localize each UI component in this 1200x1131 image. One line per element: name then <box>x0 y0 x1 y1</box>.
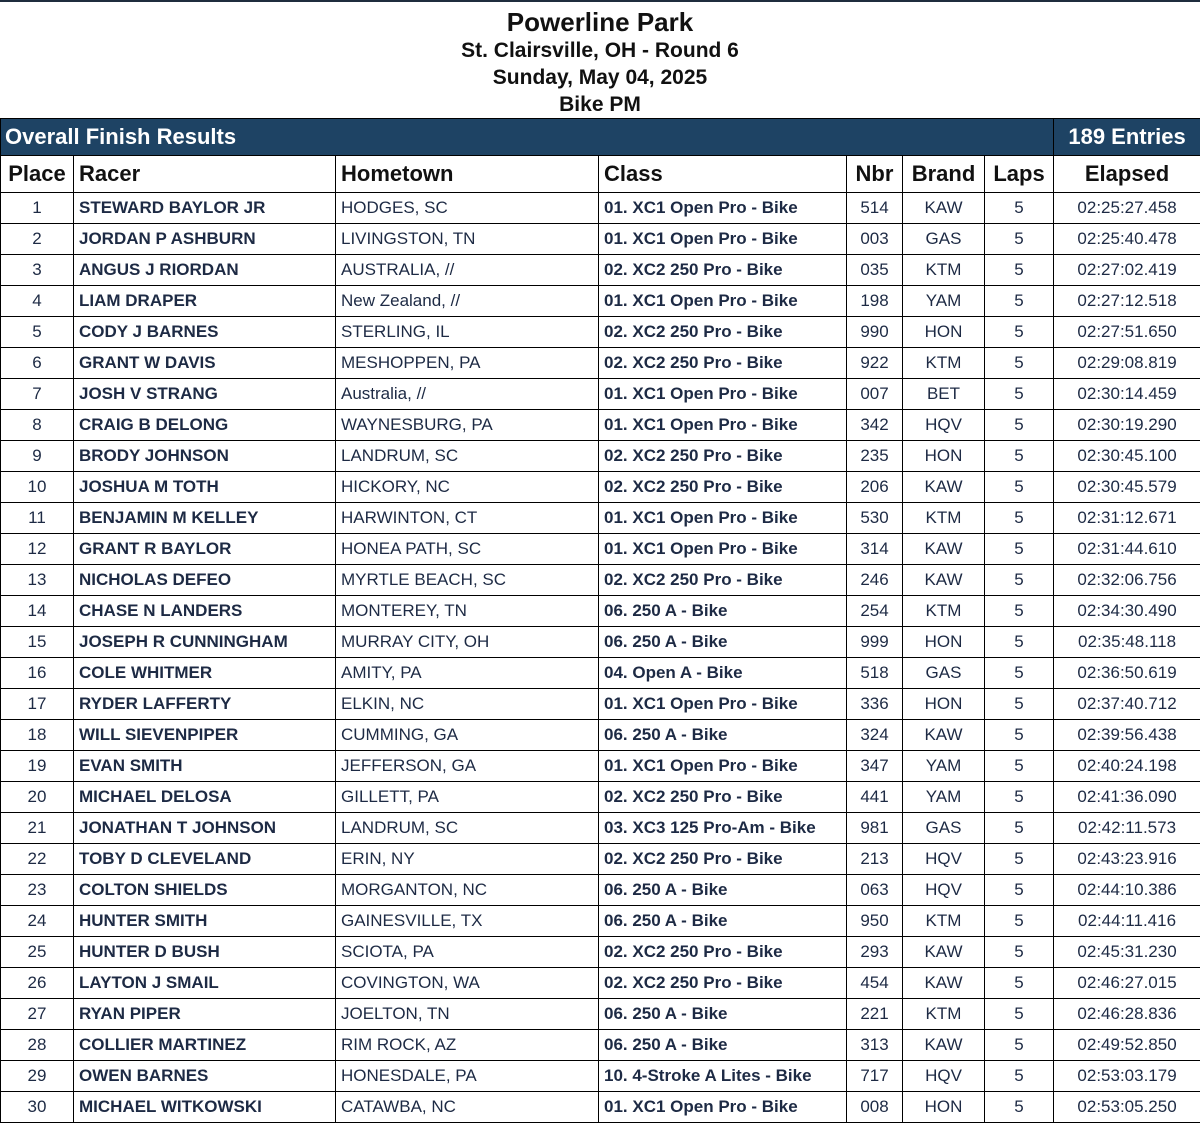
place-cell: 22 <box>1 844 74 875</box>
hometown-cell: HARWINTON, CT <box>336 503 599 534</box>
laps-cell: 5 <box>985 255 1054 286</box>
place-cell: 13 <box>1 565 74 596</box>
number-cell: 530 <box>847 503 903 534</box>
hometown-cell: JEFFERSON, GA <box>336 751 599 782</box>
laps-cell: 5 <box>985 565 1054 596</box>
brand-cell: KTM <box>903 596 985 627</box>
laps-cell: 5 <box>985 441 1054 472</box>
brand-cell: KTM <box>903 348 985 379</box>
class-cell: 04. Open A - Bike <box>599 658 847 689</box>
class-cell: 06. 250 A - Bike <box>599 875 847 906</box>
class-cell: 01. XC1 Open Pro - Bike <box>599 193 847 224</box>
table-row <box>1 224 1200 255</box>
number-cell: 221 <box>847 999 903 1030</box>
racer-cell: BENJAMIN M KELLEY <box>74 503 336 534</box>
table-row <box>1 565 1200 596</box>
table-row <box>1 534 1200 565</box>
hometown-cell: LIVINGSTON, TN <box>336 224 599 255</box>
racer-cell: CRAIG B DELONG <box>74 410 336 441</box>
number-cell: 314 <box>847 534 903 565</box>
place-cell: 21 <box>1 813 74 844</box>
col-header-racer: Racer <box>74 156 336 193</box>
laps-cell: 5 <box>985 813 1054 844</box>
table-row <box>1 441 1200 472</box>
class-cell: 02. XC2 250 Pro - Bike <box>599 472 847 503</box>
laps-cell: 5 <box>985 317 1054 348</box>
laps-cell: 5 <box>985 937 1054 968</box>
number-cell: 518 <box>847 658 903 689</box>
place-cell: 14 <box>1 596 74 627</box>
elapsed-cell: 02:46:28.836 <box>1054 999 1200 1030</box>
racer-cell: WILL SIEVENPIPER <box>74 720 336 751</box>
laps-cell: 5 <box>985 1092 1054 1123</box>
number-cell: 514 <box>847 193 903 224</box>
brand-cell: KAW <box>903 565 985 596</box>
table-row <box>1 596 1200 627</box>
date-line: Sunday, May 04, 2025 <box>492 66 708 89</box>
class-cell: 02. XC2 250 Pro - Bike <box>599 255 847 286</box>
class-cell: 01. XC1 Open Pro - Bike <box>599 503 847 534</box>
brand-cell: KAW <box>903 193 985 224</box>
brand-cell: GAS <box>903 658 985 689</box>
brand-cell: KTM <box>903 503 985 534</box>
elapsed-cell: 02:34:30.490 <box>1054 596 1200 627</box>
place-cell: 29 <box>1 1061 74 1092</box>
hometown-cell: MONTEREY, TN <box>336 596 599 627</box>
elapsed-cell: 02:44:11.416 <box>1054 906 1200 937</box>
number-cell: 950 <box>847 906 903 937</box>
hometown-cell: ELKIN, NC <box>336 689 599 720</box>
results-table <box>0 118 1200 1123</box>
laps-cell: 5 <box>985 472 1054 503</box>
racer-cell: JORDAN P ASHBURN <box>74 224 336 255</box>
class-cell: 01. XC1 Open Pro - Bike <box>599 751 847 782</box>
brand-cell: KAW <box>903 534 985 565</box>
brand-cell: BET <box>903 379 985 410</box>
brand-cell: GAS <box>903 813 985 844</box>
class-cell: 06. 250 A - Bike <box>599 627 847 658</box>
number-cell: 254 <box>847 596 903 627</box>
col-header-hometown: Hometown <box>336 156 599 193</box>
brand-cell: HQV <box>903 410 985 441</box>
laps-cell: 5 <box>985 224 1054 255</box>
racer-cell: COLLIER MARTINEZ <box>74 1030 336 1061</box>
number-cell: 293 <box>847 937 903 968</box>
table-row <box>1 1092 1200 1123</box>
table-row <box>1 348 1200 379</box>
laps-cell: 5 <box>985 379 1054 410</box>
class-cell: 10. 4-Stroke A Lites - Bike <box>599 1061 847 1092</box>
hometown-cell: CATAWBA, NC <box>336 1092 599 1123</box>
col-header-nbr: Nbr <box>847 156 903 193</box>
table-row <box>1 286 1200 317</box>
col-header-brand: Brand <box>903 156 985 193</box>
place-cell: 23 <box>1 875 74 906</box>
elapsed-cell: 02:27:12.518 <box>1054 286 1200 317</box>
laps-cell: 5 <box>985 348 1054 379</box>
racer-cell: COLE WHITMER <box>74 658 336 689</box>
hometown-cell: AUSTRALIA, // <box>336 255 599 286</box>
report-title-block <box>0 2 1200 118</box>
elapsed-cell: 02:43:23.916 <box>1054 844 1200 875</box>
class-cell: 02. XC2 250 Pro - Bike <box>599 844 847 875</box>
elapsed-cell: 02:46:27.015 <box>1054 968 1200 999</box>
laps-cell: 5 <box>985 782 1054 813</box>
number-cell: 003 <box>847 224 903 255</box>
laps-cell: 5 <box>985 720 1054 751</box>
table-row <box>1 193 1200 224</box>
table-row <box>1 255 1200 286</box>
class-cell: 06. 250 A - Bike <box>599 1030 847 1061</box>
elapsed-cell: 02:53:03.179 <box>1054 1061 1200 1092</box>
racer-cell: HUNTER D BUSH <box>74 937 336 968</box>
number-cell: 347 <box>847 751 903 782</box>
class-cell: 06. 250 A - Bike <box>599 596 847 627</box>
elapsed-cell: 02:35:48.118 <box>1054 627 1200 658</box>
class-cell: 01. XC1 Open Pro - Bike <box>599 534 847 565</box>
table-row <box>1 999 1200 1030</box>
place-cell: 1 <box>1 193 74 224</box>
racer-cell: RYDER LAFFERTY <box>74 689 336 720</box>
number-cell: 008 <box>847 1092 903 1123</box>
brand-cell: HON <box>903 441 985 472</box>
elapsed-cell: 02:49:52.850 <box>1054 1030 1200 1061</box>
table-row <box>1 906 1200 937</box>
laps-cell: 5 <box>985 906 1054 937</box>
place-cell: 12 <box>1 534 74 565</box>
class-cell: 02. XC2 250 Pro - Bike <box>599 565 847 596</box>
class-cell: 01. XC1 Open Pro - Bike <box>599 224 847 255</box>
hometown-cell: HODGES, SC <box>336 193 599 224</box>
col-header-elapsed: Elapsed <box>1054 156 1200 193</box>
hometown-cell: ERIN, NY <box>336 844 599 875</box>
table-row <box>1 875 1200 906</box>
table-row <box>1 689 1200 720</box>
place-cell: 15 <box>1 627 74 658</box>
hometown-cell: Australia, // <box>336 379 599 410</box>
hometown-cell: MYRTLE BEACH, SC <box>336 565 599 596</box>
laps-cell: 5 <box>985 751 1054 782</box>
elapsed-cell: 02:25:40.478 <box>1054 224 1200 255</box>
hometown-cell: HONESDALE, PA <box>336 1061 599 1092</box>
brand-cell: KAW <box>903 1030 985 1061</box>
elapsed-cell: 02:30:45.100 <box>1054 441 1200 472</box>
racer-cell: LIAM DRAPER <box>74 286 336 317</box>
laps-cell: 5 <box>985 534 1054 565</box>
number-cell: 342 <box>847 410 903 441</box>
brand-cell: KTM <box>903 906 985 937</box>
laps-cell: 5 <box>985 503 1054 534</box>
col-header-place: Place <box>1 156 74 193</box>
hometown-cell: New Zealand, // <box>336 286 599 317</box>
elapsed-cell: 02:45:31.230 <box>1054 937 1200 968</box>
place-cell: 8 <box>1 410 74 441</box>
number-cell: 324 <box>847 720 903 751</box>
brand-cell: YAM <box>903 782 985 813</box>
racer-cell: LAYTON J SMAIL <box>74 968 336 999</box>
laps-cell: 5 <box>985 596 1054 627</box>
class-cell: 06. 250 A - Bike <box>599 906 847 937</box>
hometown-cell: STERLING, IL <box>336 317 599 348</box>
place-cell: 10 <box>1 472 74 503</box>
place-cell: 3 <box>1 255 74 286</box>
laps-cell: 5 <box>985 193 1054 224</box>
elapsed-cell: 02:36:50.619 <box>1054 658 1200 689</box>
brand-cell: HON <box>903 627 985 658</box>
laps-cell: 5 <box>985 968 1054 999</box>
brand-cell: KTM <box>903 255 985 286</box>
laps-cell: 5 <box>985 689 1054 720</box>
hometown-cell: GAINESVILLE, TX <box>336 906 599 937</box>
class-cell: 06. 250 A - Bike <box>599 999 847 1030</box>
number-cell: 206 <box>847 472 903 503</box>
brand-cell: KAW <box>903 720 985 751</box>
elapsed-cell: 02:42:11.573 <box>1054 813 1200 844</box>
number-cell: 922 <box>847 348 903 379</box>
racer-cell: JOSH V STRANG <box>74 379 336 410</box>
elapsed-cell: 02:39:56.438 <box>1054 720 1200 751</box>
number-cell: 313 <box>847 1030 903 1061</box>
elapsed-cell: 02:41:36.090 <box>1054 782 1200 813</box>
hometown-cell: MORGANTON, NC <box>336 875 599 906</box>
number-cell: 235 <box>847 441 903 472</box>
number-cell: 035 <box>847 255 903 286</box>
hometown-cell: AMITY, PA <box>336 658 599 689</box>
racer-cell: MICHAEL WITKOWSKI <box>74 1092 336 1123</box>
laps-cell: 5 <box>985 658 1054 689</box>
elapsed-cell: 02:44:10.386 <box>1054 875 1200 906</box>
hometown-cell: MURRAY CITY, OH <box>336 627 599 658</box>
elapsed-cell: 02:53:05.250 <box>1054 1092 1200 1123</box>
laps-cell: 5 <box>985 1030 1054 1061</box>
elapsed-cell: 02:31:44.610 <box>1054 534 1200 565</box>
brand-cell: KAW <box>903 472 985 503</box>
brand-cell: HQV <box>903 875 985 906</box>
number-cell: 990 <box>847 317 903 348</box>
brand-cell: YAM <box>903 286 985 317</box>
place-cell: 5 <box>1 317 74 348</box>
place-cell: 7 <box>1 379 74 410</box>
laps-cell: 5 <box>985 286 1054 317</box>
place-cell: 26 <box>1 968 74 999</box>
col-header-laps: Laps <box>985 156 1054 193</box>
racer-cell: HUNTER SMITH <box>74 906 336 937</box>
racer-cell: COLTON SHIELDS <box>74 875 336 906</box>
place-cell: 28 <box>1 1030 74 1061</box>
class-cell: 01. XC1 Open Pro - Bike <box>599 410 847 441</box>
elapsed-cell: 02:27:51.650 <box>1054 317 1200 348</box>
laps-cell: 5 <box>985 627 1054 658</box>
laps-cell: 5 <box>985 410 1054 441</box>
class-cell: 06. 250 A - Bike <box>599 720 847 751</box>
place-cell: 19 <box>1 751 74 782</box>
brand-cell: HON <box>903 317 985 348</box>
table-row <box>1 1030 1200 1061</box>
table-row <box>1 813 1200 844</box>
class-cell: 01. XC1 Open Pro - Bike <box>599 379 847 410</box>
class-cell: 02. XC2 250 Pro - Bike <box>599 782 847 813</box>
hometown-cell: COVINGTON, WA <box>336 968 599 999</box>
place-cell: 11 <box>1 503 74 534</box>
racer-cell: RYAN PIPER <box>74 999 336 1030</box>
elapsed-cell: 02:27:02.419 <box>1054 255 1200 286</box>
table-row <box>1 720 1200 751</box>
place-cell: 6 <box>1 348 74 379</box>
hometown-cell: HICKORY, NC <box>336 472 599 503</box>
class-cell: 01. XC1 Open Pro - Bike <box>599 286 847 317</box>
racer-cell: JOSEPH R CUNNINGHAM <box>74 627 336 658</box>
venue-title: Powerline Park <box>506 7 694 37</box>
brand-cell: HON <box>903 689 985 720</box>
racer-cell: EVAN SMITH <box>74 751 336 782</box>
brand-cell: GAS <box>903 224 985 255</box>
number-cell: 007 <box>847 379 903 410</box>
number-cell: 999 <box>847 627 903 658</box>
racer-cell: ANGUS J RIORDAN <box>74 255 336 286</box>
entries-count: 189 Entries <box>1054 119 1200 156</box>
class-cell: 01. XC1 Open Pro - Bike <box>599 1092 847 1123</box>
racer-cell: CHASE N LANDERS <box>74 596 336 627</box>
number-cell: 454 <box>847 968 903 999</box>
racer-cell: MICHAEL DELOSA <box>74 782 336 813</box>
hometown-cell: JOELTON, TN <box>336 999 599 1030</box>
place-cell: 25 <box>1 937 74 968</box>
hometown-cell: GILLETT, PA <box>336 782 599 813</box>
hometown-cell: CUMMING, GA <box>336 720 599 751</box>
elapsed-cell: 02:31:12.671 <box>1054 503 1200 534</box>
racer-cell: OWEN BARNES <box>74 1061 336 1092</box>
elapsed-cell: 02:30:14.459 <box>1054 379 1200 410</box>
table-row <box>1 503 1200 534</box>
table-row <box>1 317 1200 348</box>
racer-cell: JOSHUA M TOTH <box>74 472 336 503</box>
class-cell: 03. XC3 125 Pro-Am - Bike <box>599 813 847 844</box>
table-row <box>1 379 1200 410</box>
laps-cell: 5 <box>985 875 1054 906</box>
racer-cell: GRANT W DAVIS <box>74 348 336 379</box>
place-cell: 30 <box>1 1092 74 1123</box>
elapsed-cell: 02:25:27.458 <box>1054 193 1200 224</box>
hometown-cell: MESHOPPEN, PA <box>336 348 599 379</box>
number-cell: 717 <box>847 1061 903 1092</box>
table-row <box>1 968 1200 999</box>
location-line: St. Clairsville, OH - Round 6 <box>461 39 739 62</box>
results-banner <box>1 119 1200 156</box>
place-cell: 20 <box>1 782 74 813</box>
place-cell: 27 <box>1 999 74 1030</box>
hometown-cell: RIM ROCK, AZ <box>336 1030 599 1061</box>
place-cell: 17 <box>1 689 74 720</box>
racer-cell: CODY J BARNES <box>74 317 336 348</box>
laps-cell: 5 <box>985 844 1054 875</box>
number-cell: 336 <box>847 689 903 720</box>
racer-cell: STEWARD BAYLOR JR <box>74 193 336 224</box>
hometown-cell: LANDRUM, SC <box>336 441 599 472</box>
table-row <box>1 782 1200 813</box>
class-cell: 02. XC2 250 Pro - Bike <box>599 441 847 472</box>
place-cell: 2 <box>1 224 74 255</box>
class-cell: 02. XC2 250 Pro - Bike <box>599 937 847 968</box>
hometown-cell: WAYNESBURG, PA <box>336 410 599 441</box>
elapsed-cell: 02:37:40.712 <box>1054 689 1200 720</box>
brand-cell: KAW <box>903 968 985 999</box>
class-cell: 01. XC1 Open Pro - Bike <box>599 689 847 720</box>
hometown-cell: LANDRUM, SC <box>336 813 599 844</box>
laps-cell: 5 <box>985 1061 1054 1092</box>
hometown-cell: SCIOTA, PA <box>336 937 599 968</box>
table-row <box>1 1061 1200 1092</box>
place-cell: 16 <box>1 658 74 689</box>
place-cell: 9 <box>1 441 74 472</box>
place-cell: 18 <box>1 720 74 751</box>
column-header-row <box>1 156 1200 193</box>
brand-cell: HQV <box>903 1061 985 1092</box>
elapsed-cell: 02:30:19.290 <box>1054 410 1200 441</box>
racer-cell: GRANT R BAYLOR <box>74 534 336 565</box>
elapsed-cell: 02:30:45.579 <box>1054 472 1200 503</box>
session-line: Bike PM <box>559 93 641 116</box>
class-cell: 02. XC2 250 Pro - Bike <box>599 348 847 379</box>
class-cell: 02. XC2 250 Pro - Bike <box>599 968 847 999</box>
racer-cell: BRODY JOHNSON <box>74 441 336 472</box>
number-cell: 981 <box>847 813 903 844</box>
hometown-cell: HONEA PATH, SC <box>336 534 599 565</box>
elapsed-cell: 02:32:06.756 <box>1054 565 1200 596</box>
col-header-class: Class <box>599 156 847 193</box>
class-cell: 02. XC2 250 Pro - Bike <box>599 317 847 348</box>
number-cell: 198 <box>847 286 903 317</box>
brand-cell: KAW <box>903 937 985 968</box>
table-row <box>1 751 1200 782</box>
table-row <box>1 627 1200 658</box>
brand-cell: YAM <box>903 751 985 782</box>
place-cell: 4 <box>1 286 74 317</box>
racer-cell: JONATHAN T JOHNSON <box>74 813 336 844</box>
table-row <box>1 937 1200 968</box>
number-cell: 213 <box>847 844 903 875</box>
number-cell: 246 <box>847 565 903 596</box>
table-row <box>1 472 1200 503</box>
elapsed-cell: 02:40:24.198 <box>1054 751 1200 782</box>
banner-title: Overall Finish Results <box>1 119 1054 156</box>
brand-cell: HON <box>903 1092 985 1123</box>
table-row <box>1 410 1200 441</box>
table-row <box>1 658 1200 689</box>
elapsed-cell: 02:29:08.819 <box>1054 348 1200 379</box>
laps-cell: 5 <box>985 999 1054 1030</box>
table-row <box>1 844 1200 875</box>
place-cell: 24 <box>1 906 74 937</box>
number-cell: 063 <box>847 875 903 906</box>
racer-cell: NICHOLAS DEFEO <box>74 565 336 596</box>
number-cell: 441 <box>847 782 903 813</box>
brand-cell: HQV <box>903 844 985 875</box>
racer-cell: TOBY D CLEVELAND <box>74 844 336 875</box>
brand-cell: KTM <box>903 999 985 1030</box>
